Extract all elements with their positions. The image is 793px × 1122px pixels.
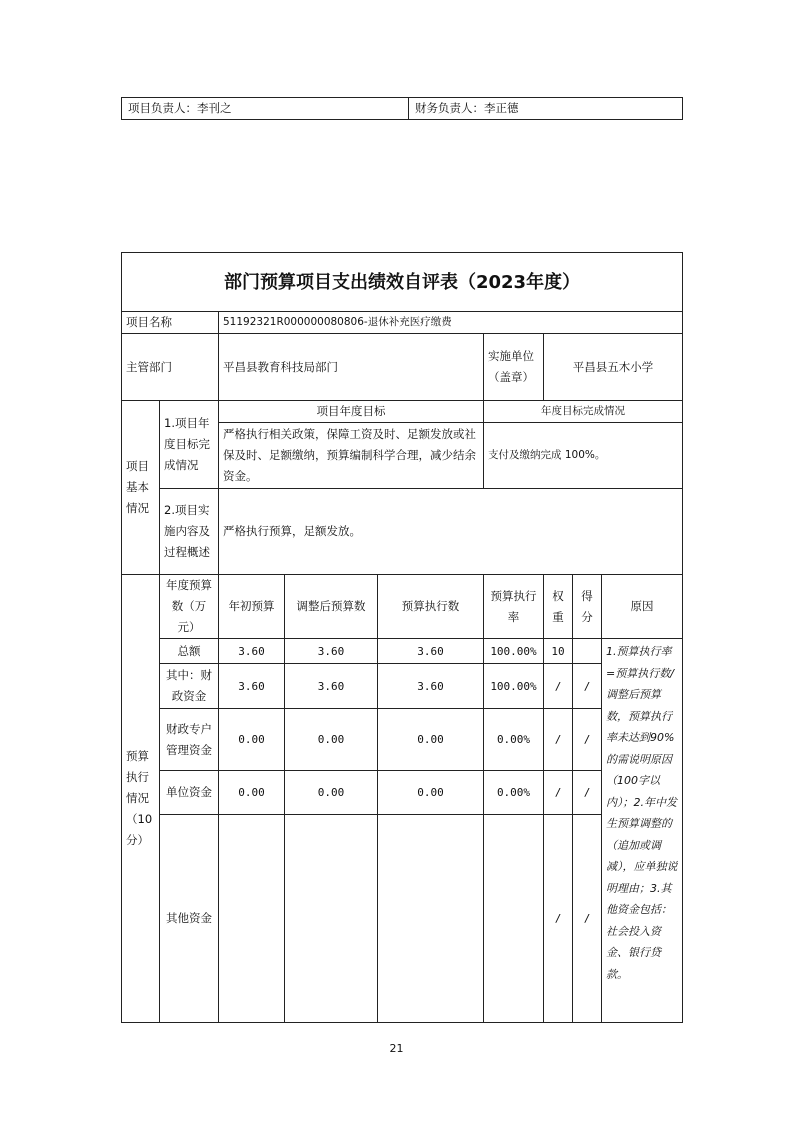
header-executed: 预算执行数 — [378, 575, 484, 639]
weight: / — [544, 709, 573, 771]
score: / — [573, 664, 602, 709]
page-title: 部门预算项目支出绩效自评表（2023年度） — [122, 253, 683, 312]
executed-budget: 0.00 — [378, 771, 484, 815]
weight: / — [544, 771, 573, 815]
header-rate: 预算执行率 — [484, 575, 544, 639]
row-label: 其中：财政资金 — [160, 664, 219, 709]
adjusted-budget — [285, 815, 378, 1023]
item2-label: 2.项目实施内容及过程概述 — [160, 489, 219, 575]
responsible-persons-table — [121, 97, 683, 120]
dept-label: 主管部门 — [122, 334, 219, 401]
execution-rate — [484, 815, 544, 1023]
execution-rate: 0.00% — [484, 709, 544, 771]
initial-budget: 0.00 — [219, 771, 285, 815]
header-weight: 权重 — [544, 575, 573, 639]
impl-unit-label: 实施单位（盖章） — [484, 334, 544, 401]
score: / — [573, 771, 602, 815]
page-number: 21 — [389, 1042, 404, 1055]
weight: / — [544, 664, 573, 709]
table-row — [122, 639, 683, 664]
project-name-label: 项目名称 — [122, 312, 219, 334]
adjusted-budget: 3.60 — [285, 664, 378, 709]
adjusted-budget: 0.00 — [285, 709, 378, 771]
score: / — [573, 709, 602, 771]
header-annual-budget: 年度预算数（万元） — [160, 575, 219, 639]
table-row — [122, 709, 683, 771]
weight: 10 — [544, 639, 573, 664]
initial-budget: 0.00 — [219, 709, 285, 771]
row-label: 单位资金 — [160, 771, 219, 815]
budget-section-label: 预算执行情况（10分） — [122, 575, 160, 1023]
initial-budget — [219, 815, 285, 1023]
score: / — [573, 815, 602, 1023]
execution-rate: 100.00% — [484, 639, 544, 664]
basic-section-label: 项目基本情况 — [122, 401, 160, 575]
finance-lead: 财务负责人：李正德 — [409, 98, 683, 120]
executed-budget: 3.60 — [378, 664, 484, 709]
item1-label: 1.项目年度目标完成情况 — [160, 401, 219, 489]
completion-header: 年度目标完成情况 — [484, 401, 683, 423]
initial-budget: 3.60 — [219, 664, 285, 709]
row-label: 总额 — [160, 639, 219, 664]
execution-rate: 100.00% — [484, 664, 544, 709]
goal-text: 严格执行相关政策，保障工资及时、足额发放或社保及时、足额缴纳，预算编制科学合理，减少结余资金。 — [219, 423, 484, 489]
project-lead: 项目负责人：李刊之 — [122, 98, 409, 120]
adjusted-budget: 3.60 — [285, 639, 378, 664]
weight: / — [544, 815, 573, 1023]
header-reason: 原因 — [602, 575, 683, 639]
project-name: 51192321R000000080806-退休补充医疗缴费 — [219, 312, 683, 334]
reason-text: 1.预算执行率=预算执行数/调整后预算数，预算执行率未达到90%的需说明原因（100字以内）；2.年中发生预算调整的（追加或调减），应单独说明理由；3.其他资金包括：社会投入资金、银行贷款。 — [602, 639, 683, 1023]
completion-text: 支付及缴纳完成 100%。 — [484, 423, 683, 489]
header-adjusted: 调整后预算数 — [285, 575, 378, 639]
executed-budget: 0.00 — [378, 709, 484, 771]
table-row — [122, 664, 683, 709]
executed-budget — [378, 815, 484, 1023]
item2-content: 严格执行预算，足额发放。 — [219, 489, 683, 575]
adjusted-budget: 0.00 — [285, 771, 378, 815]
executed-budget: 3.60 — [378, 639, 484, 664]
row-label: 财政专户管理资金 — [160, 709, 219, 771]
dept: 平昌县教育科技局部门 — [219, 334, 484, 401]
table-row — [122, 771, 683, 815]
initial-budget: 3.60 — [219, 639, 285, 664]
score — [573, 639, 602, 664]
row-label: 其他资金 — [160, 815, 219, 1023]
execution-rate: 0.00% — [484, 771, 544, 815]
goal-header: 项目年度目标 — [219, 401, 484, 423]
performance-table — [121, 252, 683, 1023]
impl-unit: 平昌县五木小学 — [544, 334, 683, 401]
header-initial: 年初预算 — [219, 575, 285, 639]
header-score: 得分 — [573, 575, 602, 639]
table-row — [122, 815, 683, 1023]
